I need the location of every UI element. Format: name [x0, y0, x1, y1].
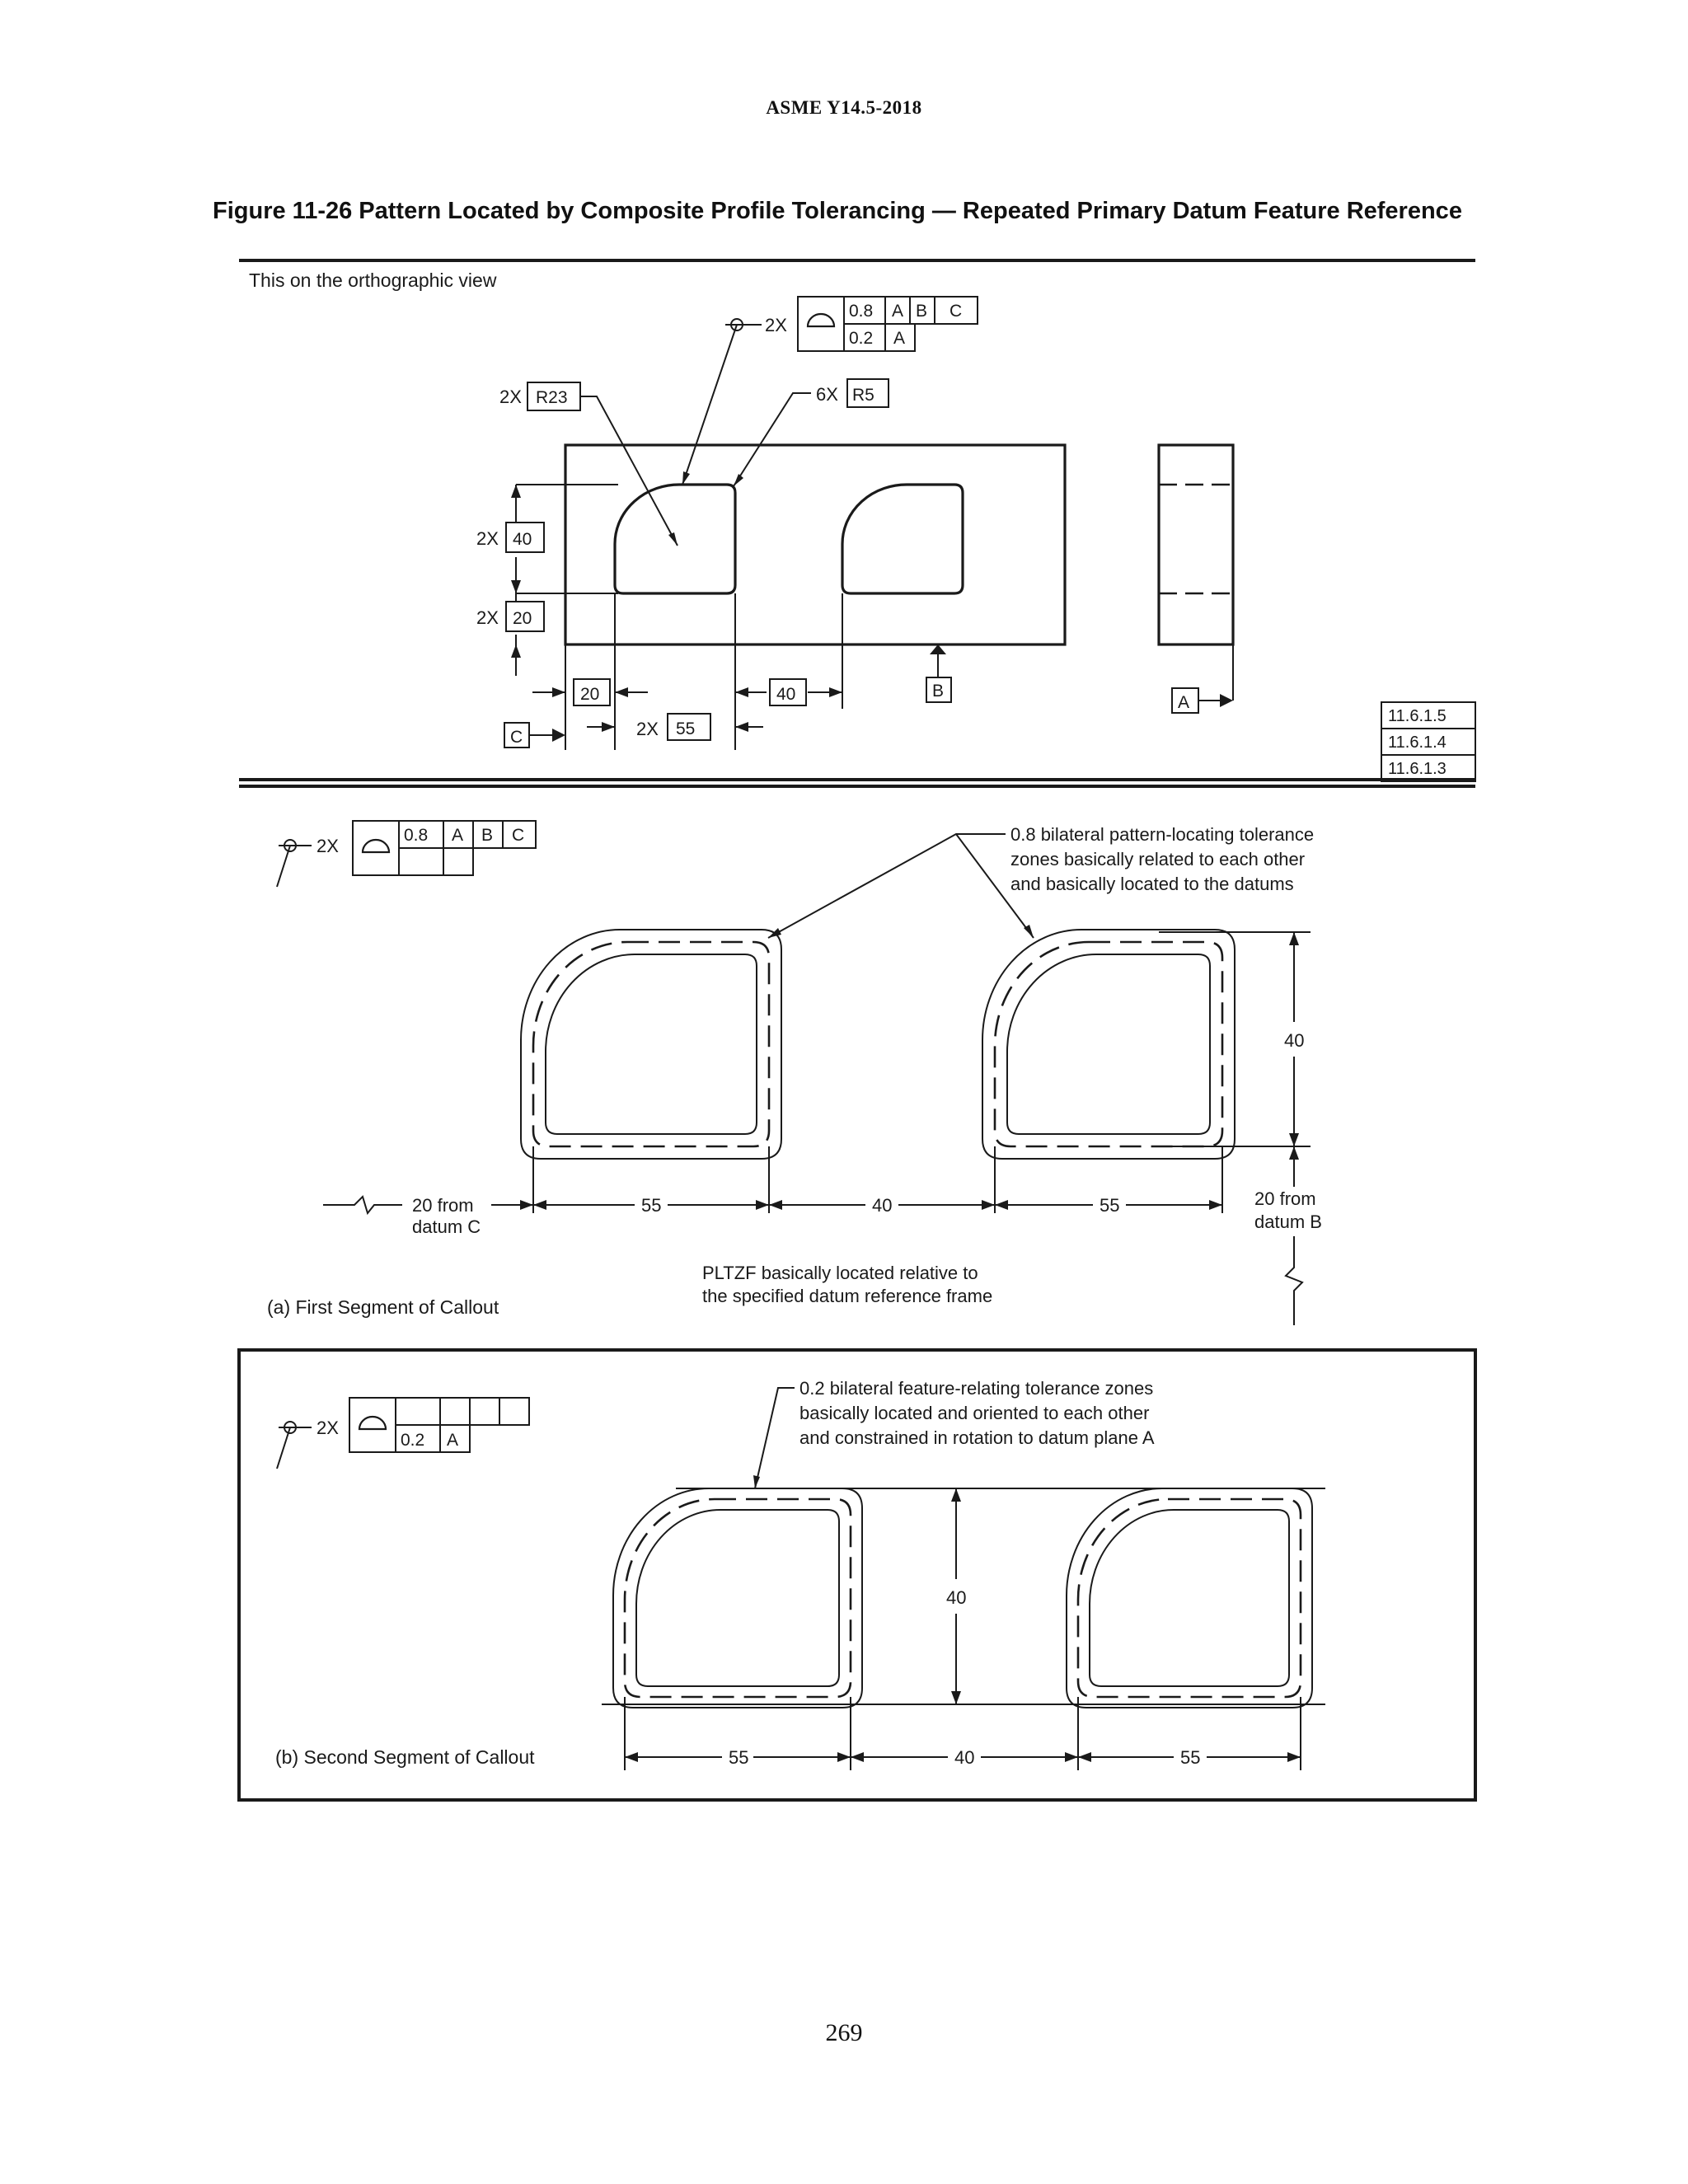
svg-text:2X: 2X: [476, 607, 499, 628]
svg-text:6X: 6X: [816, 384, 838, 405]
segment-b: [239, 1350, 1475, 1800]
page-number: 269: [825, 2019, 863, 2046]
svg-text:and constrained in rotation to: and constrained in rotation to datum plane A: [799, 1427, 1155, 1448]
dim-b-55-left: 55: [729, 1747, 749, 1768]
svg-text:C: C: [512, 826, 525, 845]
svg-text:2X: 2X: [636, 719, 659, 739]
zone-a-right: [982, 930, 1235, 1159]
running-header: ASME Y14.5-2018: [766, 97, 922, 118]
dim-height: [476, 523, 544, 552]
dim-b-height: 40: [946, 1587, 967, 1608]
svg-text:2X: 2X: [499, 387, 522, 407]
orthographic-view: [239, 260, 1475, 781]
dim-gap: [770, 679, 806, 705]
segment-a: [267, 821, 1322, 1325]
side-view: [1159, 445, 1233, 644]
svg-text:A: A: [893, 329, 906, 348]
zone-b-left: [613, 1488, 862, 1708]
svg-text:zones basically related to eac: zones basically related to each other: [1010, 849, 1306, 869]
svg-text:B: B: [932, 682, 945, 701]
svg-text:11.6.1.4: 11.6.1.4: [1388, 733, 1447, 752]
dim-width: [636, 714, 710, 740]
svg-text:55: 55: [676, 719, 696, 738]
svg-text:B: B: [481, 826, 494, 845]
figure-title: Figure 11-26 Pattern Located by Composite Profile Tolerancing — Repeated Primary Datum Feature Reference: [213, 198, 1462, 224]
svg-text:2X: 2X: [765, 315, 787, 335]
part-plate: [565, 445, 1065, 644]
dim-a-55-right: 55: [1100, 1195, 1120, 1216]
dim-b-55-right: 55: [1180, 1747, 1201, 1768]
reference-box: [1381, 702, 1475, 781]
zone-b-right: [1067, 1488, 1312, 1708]
svg-text:2X: 2X: [476, 528, 499, 549]
svg-text:2X: 2X: [316, 836, 339, 856]
svg-text:2X: 2X: [316, 1418, 339, 1438]
dim-a-55-left: 55: [641, 1195, 662, 1216]
dim-bottom: [476, 602, 544, 631]
dim-left: [574, 679, 610, 705]
dim-b-40: 40: [954, 1747, 975, 1768]
datum-b: [926, 644, 951, 702]
svg-text:C: C: [510, 728, 523, 747]
pocket-right: [842, 485, 963, 593]
callout-a: [277, 821, 536, 887]
svg-text:0.2: 0.2: [401, 1431, 425, 1450]
svg-text:40: 40: [776, 685, 796, 704]
radius-r23: [499, 382, 678, 546]
radius-r5: [734, 379, 889, 486]
svg-text:11.6.1.5: 11.6.1.5: [1388, 707, 1447, 725]
dim-a-height: 40: [1284, 1030, 1305, 1051]
svg-text:B: B: [916, 302, 928, 321]
view-note: This on the orthographic view: [249, 269, 497, 291]
svg-text:0.8: 0.8: [849, 302, 874, 321]
svg-text:0.8 bilateral pattern-locating: 0.8 bilateral pattern-locating tolerance: [1010, 824, 1315, 845]
svg-text:basically located and oriented: basically located and oriented to each other: [799, 1403, 1150, 1423]
zone-a-left: [521, 930, 781, 1159]
svg-text:A: A: [1178, 693, 1190, 712]
svg-text:0.2: 0.2: [849, 329, 874, 348]
svg-text:20: 20: [580, 685, 600, 704]
callout-b: [277, 1398, 529, 1469]
svg-text:R5: R5: [852, 386, 874, 405]
caption-b: (b) Second Segment of Callout: [275, 1746, 535, 1768]
datum-c: [504, 709, 565, 748]
note-a: [768, 824, 1314, 938]
svg-text:and basically located to the d: and basically located to the datums: [1010, 874, 1294, 894]
datum-a: [1172, 644, 1233, 713]
svg-text:R23: R23: [536, 388, 568, 407]
svg-text:0.8: 0.8: [404, 826, 429, 845]
svg-text:20 from: 20 from: [412, 1195, 474, 1216]
svg-text:C: C: [950, 302, 963, 321]
pltzf-note-2: the specified datum reference frame: [702, 1286, 993, 1306]
svg-text:20: 20: [513, 609, 532, 628]
note-b: [753, 1378, 1155, 1488]
svg-text:datum B: datum B: [1254, 1212, 1322, 1232]
svg-text:A: A: [452, 826, 464, 845]
svg-text:20 from: 20 from: [1254, 1188, 1316, 1209]
svg-text:A: A: [892, 302, 904, 321]
svg-text:0.2 bilateral feature-relating: 0.2 bilateral feature-relating tolerance zones: [799, 1378, 1154, 1399]
pltzf-note-1: PLTZF basically located relative to: [702, 1263, 978, 1283]
svg-text:datum C: datum C: [412, 1216, 481, 1237]
svg-text:11.6.1.3: 11.6.1.3: [1388, 760, 1447, 778]
svg-text:A: A: [447, 1431, 459, 1450]
caption-a: (a) First Segment of Callout: [267, 1296, 499, 1318]
dim-a-40: 40: [872, 1195, 893, 1216]
svg-text:40: 40: [513, 530, 532, 549]
